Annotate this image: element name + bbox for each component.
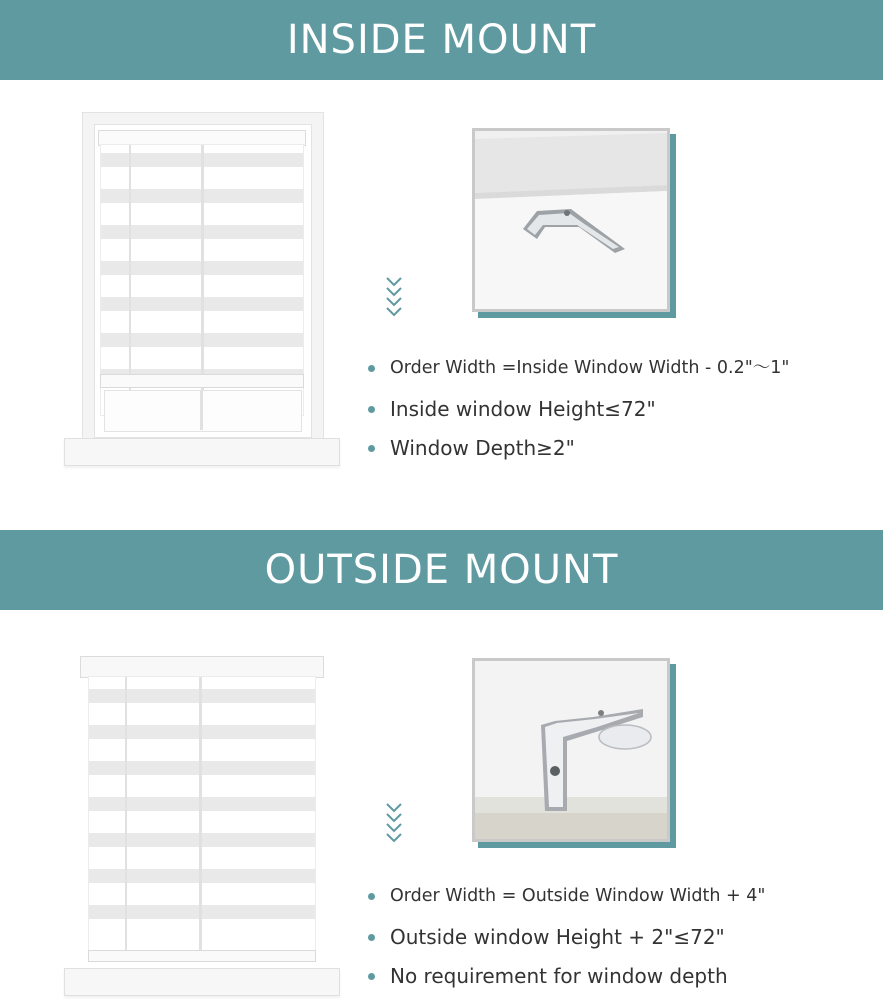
inside-mount-window-illustration [64,112,340,468]
bullet-dot-icon [368,934,375,941]
list-item [368,434,789,462]
outside-bracket-photo [472,658,670,842]
inside-bullet-text: Order Width =Inside Window Width - 0.2"～1" [390,358,790,378]
outside-bullet-text: No requirement for window depth [390,964,728,988]
inside-bullet-text: Inside window Height≤72" [390,397,656,421]
bullet-dot-icon [368,365,375,372]
inside-mount-title: INSIDE MOUNT [286,17,597,63]
list-item [368,354,789,382]
inside-mount-bullet-list [368,354,789,462]
outside-bullet-text: Outside window Height + 2"≤72" [390,925,725,949]
chevron-down-icon [384,276,404,320]
bullet-dot-icon [368,445,375,452]
inside-bullet-text: Window Depth≥2" [390,436,575,460]
list-item [368,882,765,910]
outside-mount-bullet-list [368,882,765,990]
outside-bullet-text: Order Width = Outside Window Width + 4" [390,886,766,906]
inside-mount-banner [0,0,883,80]
list-item [368,923,765,951]
bullet-dot-icon [368,973,375,980]
outside-mount-banner [0,530,883,610]
bullet-dot-icon [368,893,375,900]
chevron-down-icon [384,802,404,846]
bullet-dot-icon [368,406,375,413]
outside-mount-window-illustration [64,654,340,998]
list-item [368,962,765,990]
list-item [368,395,789,423]
outside-mount-title: OUTSIDE MOUNT [264,547,619,593]
inside-bracket-photo [472,128,670,312]
